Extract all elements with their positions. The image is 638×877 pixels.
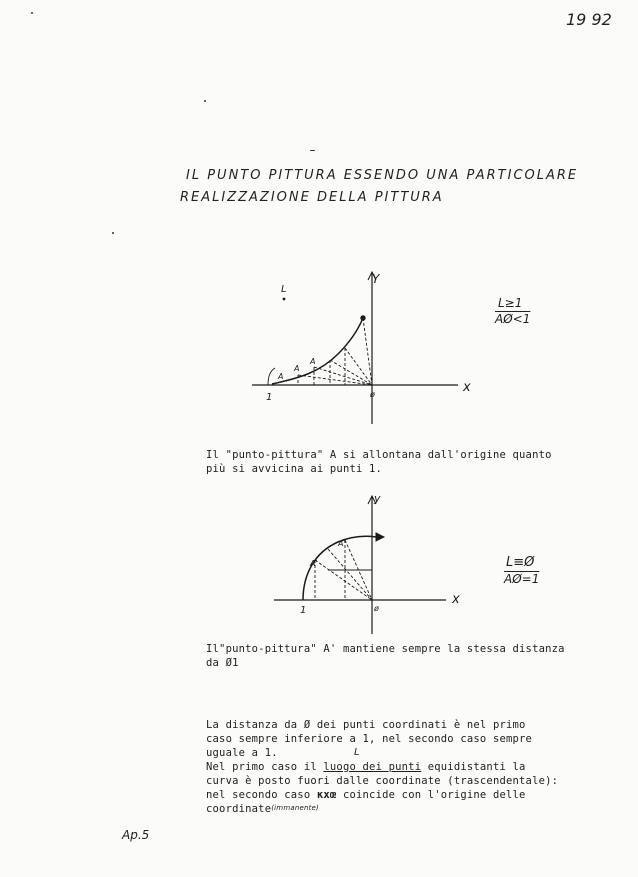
- conclusion-line-6-start: nel secondo caso: [206, 789, 317, 801]
- conclusion-line-1: La distanza da Ø dei punti coordinati è nel primo: [206, 719, 526, 731]
- conclusion-line-4-start: Nel primo caso il: [206, 761, 324, 773]
- conclusion-line-7: coordinate: [206, 803, 272, 815]
- figure-1-label-origin: ø: [370, 390, 375, 399]
- figure-1-label-one: 1: [266, 392, 273, 403]
- figure-1-label-A: A: [294, 364, 300, 373]
- conclusion-line-6-end: coincide con l'origine delle: [336, 789, 526, 801]
- figure-1-label-L: L: [281, 284, 287, 295]
- figure-2-label-origin: ø: [374, 604, 379, 613]
- figure-1-label-A: A: [278, 372, 284, 381]
- figure-2-condition-line-1: L≡Ø: [506, 555, 535, 570]
- figure-2-caption: [206, 642, 565, 670]
- figure-2-label-A-prime: A': [310, 559, 318, 568]
- conclusion-line-3: uguale a 1.: [206, 747, 278, 759]
- figure-2-arc-arrow: [376, 533, 384, 541]
- figure-2-label-X: x: [452, 592, 460, 607]
- conclusion-handwritten-L: L: [354, 747, 360, 758]
- conclusion-line-2: caso sempre inferiore a 1, nel secondo caso sempre: [206, 733, 533, 745]
- figure-1-caption-line-2: più si avvicina ai punti 1.: [206, 463, 383, 475]
- figure-1-condition-line-1: L≥1: [498, 296, 523, 310]
- figure-1-label-Y: Y: [372, 272, 380, 286]
- figure-1-label-A: A: [310, 357, 316, 366]
- figure-2-caption-line-2: da Ø1: [206, 657, 239, 669]
- conclusion-line-5: curva è posto fuori dalle coordinate (trascendentale):: [206, 775, 559, 787]
- conclusion-underlined-phrase: luogo dei punti: [323, 761, 422, 773]
- figure-1-label-X: x: [463, 380, 471, 395]
- handwritten-title-line-1: IL PUNTO PITTURA ESSENDO UNA PARTICOLARE: [186, 168, 579, 183]
- figure-2-ray: [328, 549, 372, 600]
- figure-2-condition-line-2: AØ=1: [504, 572, 540, 586]
- figure-1-condition-line-2: AØ<1: [495, 312, 531, 326]
- conclusion-handwritten-note: (immanente): [271, 804, 319, 812]
- conclusion-paragraph: [206, 718, 558, 817]
- figure-1-caption-line-1: Il "punto-pittura" A si allontana dall'origine quanto: [206, 449, 552, 461]
- conclusion-struck-text: ĸxœ: [316, 789, 337, 801]
- figure-2-label-Y: y: [374, 492, 381, 505]
- conclusion-line-4-end: equidistanti la: [421, 761, 526, 773]
- figure-2-caption-line-1: Il"punto-pittura" A' mantiene sempre la stessa distanza: [206, 643, 565, 655]
- figure-2-ray: [315, 560, 372, 600]
- figure-2-label-one: 1: [300, 605, 307, 616]
- footer-handwritten-note: Ap.5: [122, 828, 150, 842]
- figure-2-label-A-prime: A': [338, 539, 346, 548]
- handwritten-title-line-2: REALIZZAZIONE DELLA PITTURA: [180, 190, 444, 205]
- page-number: 19 92: [566, 10, 612, 29]
